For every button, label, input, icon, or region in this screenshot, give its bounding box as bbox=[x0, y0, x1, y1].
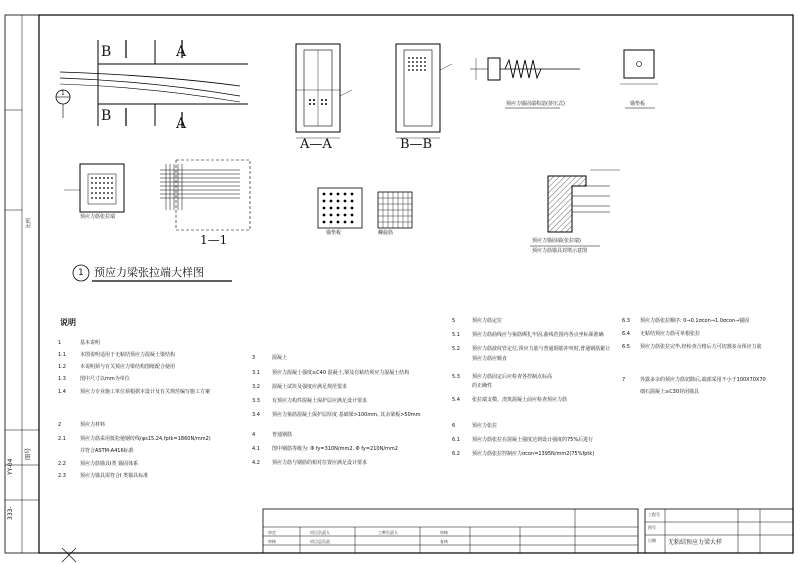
main-title-number: 1 bbox=[78, 268, 84, 278]
note-text: 预应力材料 bbox=[80, 422, 106, 428]
note-text: 预应力锚具需符合I 类锚具标准 bbox=[80, 473, 149, 479]
column-grid-caption: 预应力筋张拉端 bbox=[80, 214, 116, 220]
section-mark-b-bottom: B bbox=[101, 108, 112, 124]
note-text: 本说明须与有关预应力梁结构图纸配合使用 bbox=[80, 364, 176, 370]
note-text: 预应力筋张拉顺序: 0→0.1σcon→1.0σcon→锚固 bbox=[640, 318, 750, 324]
note-text: 预应力专业施工单位须根据本设计及有关规范编写施工方案 bbox=[80, 389, 211, 395]
note-text: 预应力筋张拉在混凝土强度达到设计强度的75%后进行 bbox=[472, 437, 594, 443]
tb-r2-c4: 复核 bbox=[440, 539, 448, 544]
note-text: 预应力筋锚具I类 锚固体系 bbox=[80, 461, 139, 467]
tb-r2-c2: 项目总负责 bbox=[310, 539, 330, 544]
note-text: 基本说明 bbox=[80, 340, 101, 346]
note-text: 图中尺寸以mm为单位 bbox=[80, 376, 130, 382]
note-text: 混凝土 bbox=[272, 355, 288, 361]
note-text: 预应力筋定位 bbox=[472, 318, 503, 324]
note-text: 预应力筋波纹管定位,预应力筋与普通钢筋冲突时,普通钢筋避让 bbox=[472, 346, 611, 352]
seal-caption: 预应力筋锚具封堵示意图 bbox=[532, 248, 588, 254]
note-no: 1.1 bbox=[58, 352, 66, 358]
note-no: 2.2 bbox=[58, 461, 66, 467]
note-no: 4.2 bbox=[252, 460, 260, 466]
note-text: 预应力筋应顺直 bbox=[472, 356, 508, 362]
note-no: 5.4 bbox=[452, 397, 460, 403]
note-text: 无粘结预应力筋可单根张拉 bbox=[640, 331, 701, 337]
note-no: 6 bbox=[452, 423, 456, 429]
note-text: 预应力筋张拉控制应力σcon=1395N/mm2(75%fptk) bbox=[472, 451, 595, 457]
main-title: 预应力梁张拉端大样图 bbox=[94, 266, 204, 279]
note-no: 5.2 bbox=[452, 346, 460, 352]
section-mark-b-top: B bbox=[101, 44, 112, 60]
sheet-border bbox=[39, 15, 793, 553]
anchor-plate-caption: 锚垫板 bbox=[630, 101, 646, 107]
dot-grid-plate-2 bbox=[378, 192, 412, 228]
section-mark-a-top: A bbox=[176, 44, 187, 60]
hatched-anchor-section bbox=[530, 170, 620, 246]
anchor-section-caption: 预应力锚固端(张拉端) bbox=[532, 238, 581, 244]
note-text: 外露多余的预应力筋切除后,端部采用不小于100X70X70 bbox=[640, 377, 766, 383]
note-text: 预应力筋固定后应检查各控制点标高 bbox=[472, 374, 553, 380]
note-text: 预应力筋曲线应与箍筋绑扎牢固,曲线范围内各点坐标须准确 bbox=[472, 332, 604, 338]
note-no: 6.3 bbox=[622, 318, 630, 324]
note-no: 3.1 bbox=[252, 370, 260, 376]
tb-r1-c2: 项目负责人 bbox=[310, 530, 330, 535]
tb-r1-c4: 审核 bbox=[440, 530, 448, 535]
tb-project-name: 无粘结预应力梁大样 bbox=[668, 539, 723, 546]
note-text: 的正确性 bbox=[472, 383, 493, 389]
tb-right-2: 图号 bbox=[648, 525, 656, 530]
note-no: 3.3 bbox=[252, 398, 260, 404]
section-11-label: 1—1 bbox=[200, 233, 228, 247]
note-text: 预应力筋采用低松弛钢绞线(φs15.24,fptk=1860N/mm2) bbox=[80, 436, 211, 442]
strip-row-label: 比例 bbox=[26, 217, 32, 228]
note-no: 4.1 bbox=[252, 446, 260, 452]
note-no: 6.4 bbox=[622, 331, 630, 337]
beam-elevation-detail bbox=[56, 40, 248, 128]
note-text: 普通钢筋 bbox=[272, 432, 293, 438]
section-aa-label: A—A bbox=[300, 137, 332, 152]
note-text: 张拉端支模、浇筑混凝土前应检查预应力筋 bbox=[472, 397, 568, 403]
section-bb bbox=[396, 44, 452, 138]
note-no: 6.2 bbox=[452, 451, 460, 457]
title-block bbox=[263, 509, 793, 553]
note-no: 7 bbox=[622, 377, 626, 383]
strip-page: 333- bbox=[7, 506, 14, 520]
note-no: 1 bbox=[58, 340, 62, 346]
tb-right-3: 日期 bbox=[648, 538, 656, 543]
section-bb-label: B—B bbox=[400, 137, 433, 152]
strip-label: 图号 bbox=[25, 447, 32, 460]
note-no: 3 bbox=[252, 355, 256, 361]
callout-number: 1 bbox=[61, 90, 65, 97]
strip-code: YY-04 bbox=[7, 458, 14, 475]
note-no: 1.3 bbox=[58, 376, 66, 382]
note-text: 本图说明适用于无粘结预应力混凝土梁结构 bbox=[80, 352, 176, 358]
note-no: 2.1 bbox=[58, 436, 66, 442]
note-no: 2 bbox=[58, 422, 62, 428]
grid-caption-2: 螺旋筋 bbox=[378, 230, 394, 236]
note-text: 预应力张拉 bbox=[472, 423, 498, 429]
tb-r2-c1: 审核 bbox=[268, 539, 276, 544]
section-mark-a-bottom: A bbox=[176, 116, 187, 132]
tb-right-1: 工程号 bbox=[648, 512, 660, 517]
note-no: 5 bbox=[452, 318, 456, 324]
note-no: 4 bbox=[252, 432, 256, 438]
note-no: 5.1 bbox=[452, 332, 460, 338]
note-text: 预应力筋与钢筋的相对位置应满足设计要求 bbox=[272, 460, 368, 466]
column-grid-detail bbox=[64, 164, 124, 212]
note-no: 3.2 bbox=[252, 384, 260, 390]
tb-r1-c3: 工种负责人 bbox=[378, 530, 398, 535]
notes-heading: 说明 bbox=[60, 318, 76, 327]
anchor-plate-detail bbox=[620, 50, 658, 108]
dot-grid-plate-1 bbox=[318, 188, 362, 228]
note-no: 6.5 bbox=[622, 344, 630, 350]
tb-r1-c1: 审定 bbox=[268, 530, 276, 535]
grid-caption-1: 锚垫板 bbox=[326, 230, 342, 236]
note-text: 并符合ASTM-A416标准 bbox=[80, 448, 134, 454]
spring-anchor-caption: 预应力锚固端构造(挤压式) bbox=[506, 101, 565, 107]
note-no: 2.3 bbox=[58, 473, 66, 479]
note-no: 6.1 bbox=[452, 437, 460, 443]
section-aa bbox=[296, 44, 352, 138]
note-text: 混凝土试块及强度应满足规范要求 bbox=[272, 384, 348, 390]
note-text: 预应力筋张拉完毕,经检查合格后方可切割多余预应力筋 bbox=[640, 344, 762, 350]
note-text: 预应力箍筋混凝土保护层厚度 基础梁>100mm, 其余梁板>50mm bbox=[272, 412, 421, 418]
note-text: 细石混凝土≥C30封闭锚具 bbox=[640, 389, 700, 395]
note-text: 图中钢筋等级为: Φ fy=310N/mm2, Φ fy=210N/mm2 bbox=[272, 446, 398, 452]
note-no: 3.4 bbox=[252, 412, 260, 418]
note-text: 有预应力构件混凝土保护层应满足设计要求 bbox=[272, 398, 368, 404]
section-11 bbox=[160, 160, 250, 230]
note-no: 1.4 bbox=[58, 389, 66, 395]
note-text: 预应力混凝土强度≥C40 混凝土,梁及有粘结预应力混凝土结构 bbox=[272, 370, 410, 376]
note-no: 5.3 bbox=[452, 374, 460, 380]
note-no: 1.2 bbox=[58, 364, 66, 370]
bb-rebar-dots bbox=[408, 57, 426, 71]
